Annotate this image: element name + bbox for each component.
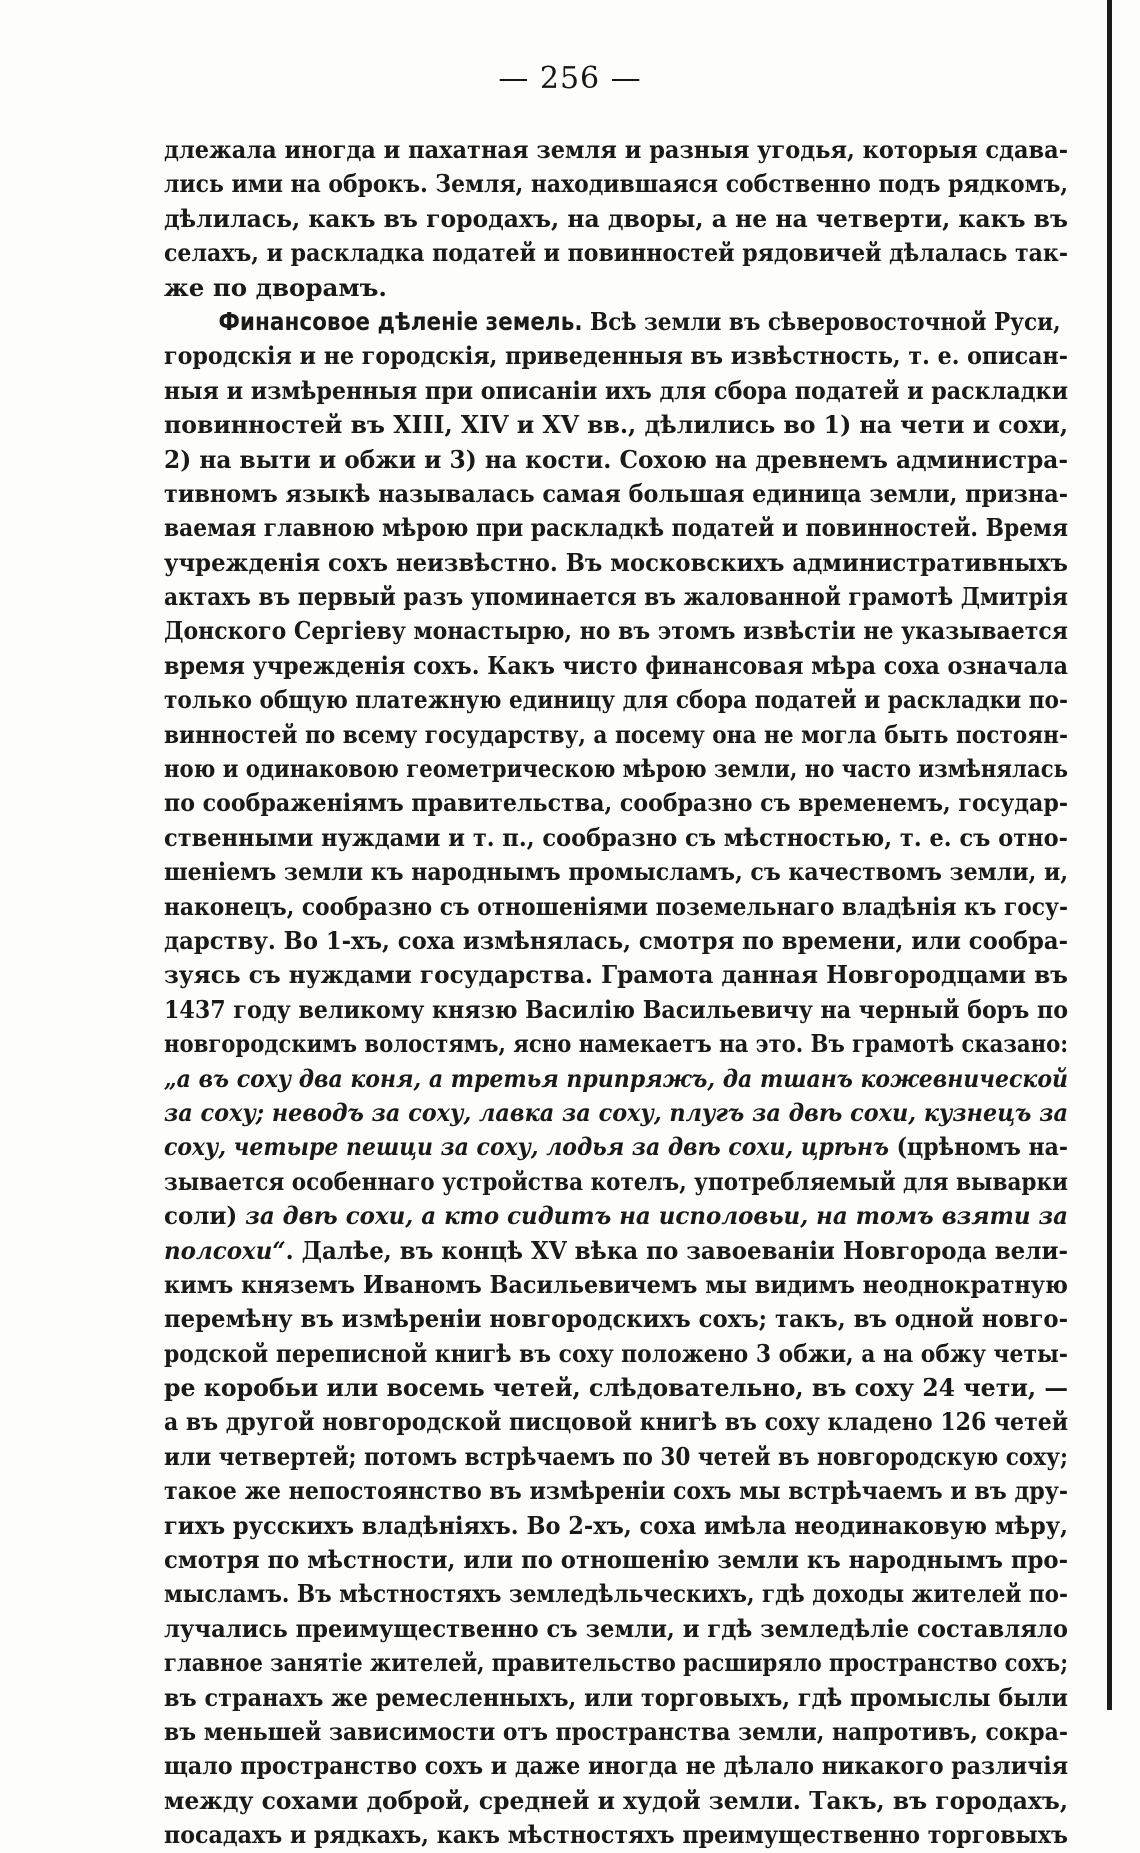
text-line — [164, 993, 1068, 1027]
text-line — [164, 443, 1068, 477]
text-line — [164, 924, 1069, 958]
line-text: смотря по мѣстности, или по отношенію земли къ народнымъ про- — [164, 1545, 1069, 1575]
body-text — [164, 133, 1068, 1853]
text-line — [164, 1062, 1068, 1096]
text-line — [164, 546, 1068, 580]
line-text: между сохами доброй, средней и худой земли. Такъ, въ городахъ, — [164, 1785, 1069, 1815]
text-line — [164, 1096, 1069, 1130]
text-line — [164, 1268, 1068, 1302]
line-text: кимъ княземъ Иваномъ Васильевичемъ мы видимъ неоднократную — [164, 1269, 1068, 1299]
text-line — [164, 855, 1069, 889]
text-line — [164, 683, 1068, 717]
section-heading: Финансовое дѣленіе земель. — [218, 306, 583, 336]
text-line — [164, 1612, 1069, 1646]
text-line — [164, 1027, 1069, 1061]
quoted-text: за двѣ сохи, а кто сидитъ на исполовьи, на томъ взяти за — [245, 1201, 1068, 1231]
line-text: перемѣну въ измѣреніи новгородскихъ сохъ; такъ, въ одной новго- — [164, 1304, 1069, 1334]
text-line — [164, 1199, 1068, 1233]
line-text: ною и одинаковою геометрическою мѣрою земли, но часто измѣнялась — [164, 754, 1068, 784]
quoted-text: за соху; неводъ за соху, лавка за соху, плугъ за двѣ сохи, кузнецъ за — [164, 1097, 1069, 1127]
text-line — [164, 1440, 1068, 1474]
line-text: Донского Сергіеву монастырю, но въ этомъ извѣстіи не указывается — [164, 616, 1068, 646]
text-line — [164, 167, 1069, 201]
line-text: щало пространство сохъ и даже иногда не дѣлало никакого различія — [164, 1751, 1069, 1781]
text-line — [164, 202, 1068, 236]
line-text: родской переписной книгѣ въ соху положено 3 обжи, а на обжу четы- — [164, 1338, 1068, 1368]
line-text: . Далѣе, въ концѣ XV вѣка по завоеваніи Новгорода вели- — [285, 1235, 1069, 1265]
line-text: соли) — [164, 1201, 246, 1231]
line-text: 2) на выти и обжи и 3) на кости. Сохою на древнемъ администра- — [164, 444, 1068, 474]
line-text: ре коробьи или восемь четей, слѣдовательно, въ соху 24 чети, — — [164, 1373, 1068, 1403]
line-text: лучались преимущественно съ земли, и гдѣ земледѣліе составляло — [164, 1613, 1069, 1643]
line-text: зуясь съ нуждами государства. Грамота данная Новгородцами въ — [164, 960, 1068, 990]
text-line — [164, 614, 1068, 648]
text-line — [164, 1474, 1069, 1508]
text-line — [164, 1715, 1068, 1749]
line-text: Всѣ земли въ сѣверовосточной Руси, — [582, 306, 1061, 336]
line-text: учрежденія сохъ неизвѣстно. Въ московскихъ административныхъ — [164, 547, 1068, 577]
line-text: ваемая главною мѣрою при раскладкѣ податей и повинностей. Время — [164, 513, 1069, 543]
line-text: по соображеніямъ правительства, сообразно съ временемъ, государ- — [164, 788, 1069, 818]
text-line — [164, 786, 1069, 820]
line-text: шеніемъ земли къ народнымъ промысламъ, съ качествомъ земли, и, — [164, 857, 1069, 887]
line-text: актахъ въ первый разъ упоминается въ жалованной грамотѣ Дмитрія — [164, 582, 1068, 612]
line-text: только общую платежную единицу для сбора податей и раскладки по- — [164, 685, 1068, 715]
line-text: лись ими на оброкъ. Земля, находившаяся собственно подъ рядкомъ, — [164, 169, 1069, 199]
text-line — [164, 1543, 1069, 1577]
page-number: — 256 — — [498, 61, 642, 96]
line-text: время учрежденія сохъ. Какъ чисто финансовая мѣра соха означала — [164, 650, 1068, 680]
text-line — [164, 1818, 1068, 1852]
text-line — [164, 133, 1069, 167]
text-line — [164, 305, 1061, 339]
line-text: или четвертей; потомъ встрѣчаемъ по 30 четей въ новгородскую соху; — [164, 1441, 1068, 1471]
line-text: же по дворамъ. — [164, 272, 387, 302]
text-line — [164, 1302, 1069, 1336]
text-line — [164, 477, 1069, 511]
quoted-text: соху, четыре пешци за соху, лодья за двѣ сохи, црѣнъ — [164, 1132, 889, 1162]
line-text: а въ другой новгородской писцовой книгѣ въ соху кладено 126 четей — [164, 1407, 1069, 1437]
text-line — [164, 958, 1068, 992]
line-text: гихъ русскихъ владѣніяхъ. Во 2-хъ, соха имѣла неодинаковую мѣру, — [164, 1510, 1068, 1540]
line-text: повинностей въ XIII, XIV и XV вв., дѣлились во 1) на чети и сохи, — [164, 410, 1069, 440]
line-text: дарству. Во 1-хъ, соха измѣнялась, смотря по времени, или сообра- — [164, 925, 1069, 955]
text-line — [164, 649, 1068, 683]
line-text: мысламъ. Въ мѣстностяхъ земледѣльческихъ, гдѣ доходы жителей по- — [164, 1579, 1068, 1609]
text-line — [164, 1749, 1069, 1783]
line-text: главное занятіе жителей, правительство расширяло пространство сохъ; — [164, 1648, 1068, 1678]
line-text: дѣлилась, какъ въ городахъ, на дворы, а не на четверти, какъ въ — [164, 203, 1068, 233]
text-line — [164, 339, 1068, 373]
text-line — [164, 1509, 1068, 1543]
text-line — [164, 1405, 1069, 1439]
line-text: новгородскимъ волостямъ, ясно намекаетъ на это. Въ грамотѣ сказано: — [164, 1029, 1069, 1059]
text-line — [164, 374, 1069, 408]
text-line — [164, 1784, 1069, 1818]
text-line — [164, 408, 1069, 442]
text-line — [164, 236, 1068, 270]
text-line — [164, 1337, 1068, 1371]
line-text: (црѣномъ на- — [888, 1132, 1069, 1162]
line-text: ныя и измѣренныя при описаніи ихъ для сбора податей и раскладки — [164, 375, 1069, 405]
line-text: городскія и не городскія, приведенныя въ извѣстность, т. е. описан- — [164, 341, 1068, 371]
text-line — [164, 511, 1069, 545]
line-text: ственными нуждами и т. п., сообразно съ мѣстностью, т. е. съ отно- — [164, 822, 1068, 852]
text-line — [164, 1130, 1069, 1164]
text-line — [164, 1234, 1069, 1268]
text-line — [164, 890, 1068, 924]
text-line — [164, 718, 1068, 752]
text-line — [164, 580, 1068, 614]
text-line — [164, 1646, 1068, 1680]
text-line — [164, 1165, 1068, 1199]
quoted-text: „а въ соху два коня, а третья припряжъ, да тшанъ кожевнической — [164, 1063, 1068, 1093]
line-text: винностей по всему государству, а посему она не могла быть постоян- — [164, 719, 1068, 749]
line-text: посадахъ и рядкахъ, какъ мѣстностяхъ преимущественно торговыхъ — [164, 1820, 1068, 1850]
line-text: такое же непостоянство въ измѣреніи сохъ мы встрѣчаемъ и въ дру- — [164, 1476, 1069, 1506]
line-text: въ меньшей зависимости отъ пространства земли, напротивъ, сокра- — [164, 1716, 1068, 1746]
line-text: наконецъ, сообразно съ отношеніями поземельнаго владѣнія къ госу- — [164, 891, 1068, 921]
line-text: длежала иногда и пахатная земля и разныя угодья, которыя сдава- — [164, 135, 1069, 164]
text-line — [164, 271, 1068, 305]
text-line — [164, 1371, 1068, 1405]
line-text: 1437 году великому князю Василію Васильевичу на черный боръ по — [164, 994, 1068, 1024]
text-line — [164, 821, 1068, 855]
quoted-text: полсохи“ — [164, 1235, 286, 1265]
page-edge-line — [1107, 0, 1112, 1710]
line-text: тивномъ языкѣ называлась самая большая единица земли, признa- — [164, 478, 1069, 508]
line-text: селахъ, и раскладка податей и повинностей рядовичей дѣлалась так- — [164, 238, 1068, 268]
text-line — [164, 752, 1068, 786]
line-text: въ странахъ же ремесленныхъ, или торговыхъ, гдѣ промыслы были — [164, 1682, 1069, 1712]
text-line — [164, 1577, 1068, 1611]
line-text: зывается особеннаго устройства котелъ, употребляемый для выварки — [164, 1166, 1068, 1196]
